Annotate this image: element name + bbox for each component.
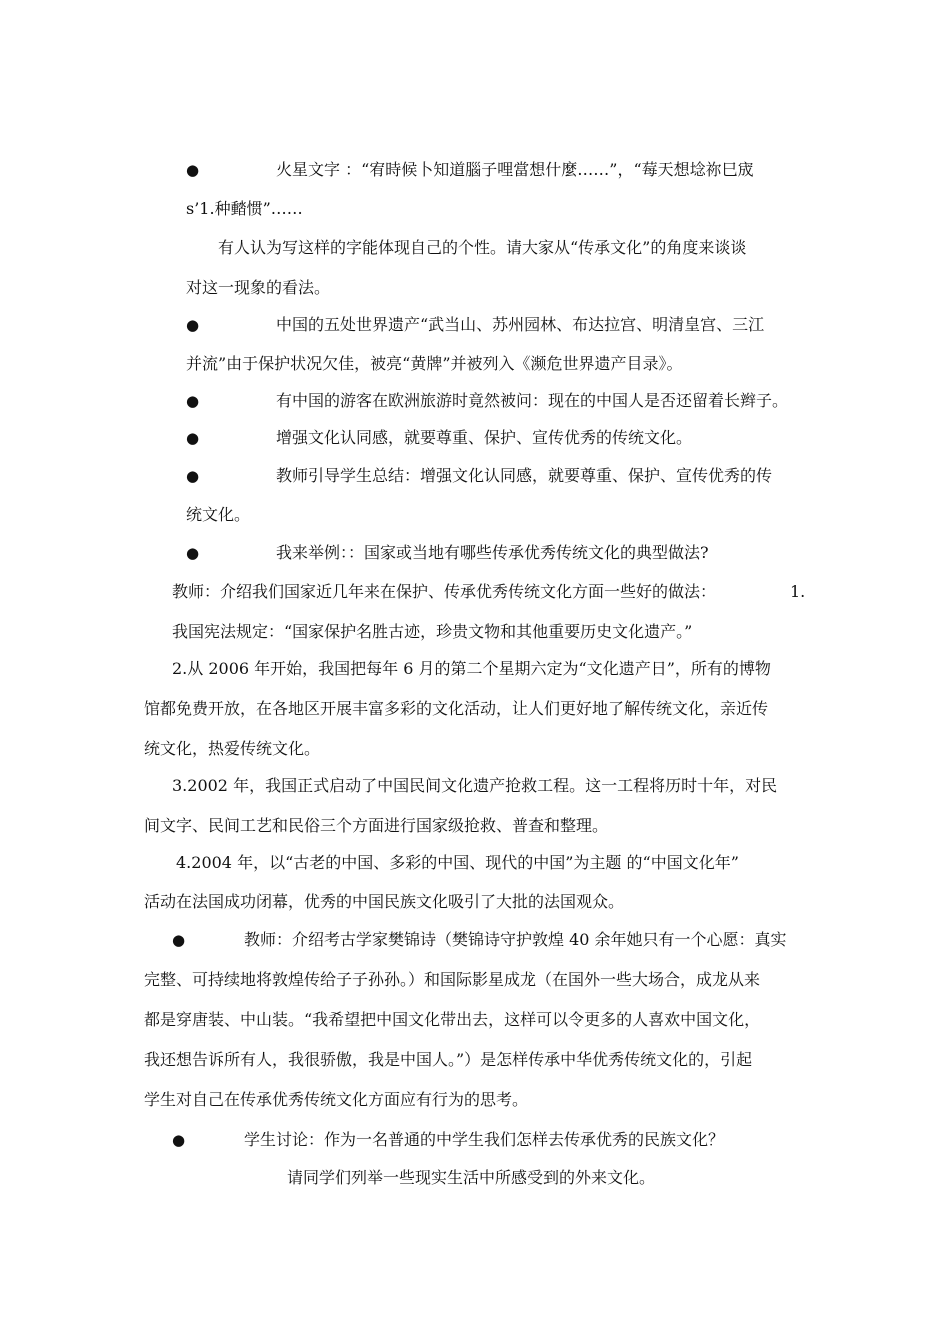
text-line: 中国的五处世界遗产“武当山、苏州园林、布达拉宫、明清皇宫、三江: [276, 315, 765, 334]
text-line: 对这一现象的看法。: [186, 278, 331, 297]
text-line: 我来举例：：国家或当地有哪些传承优秀传统文化的典型做法?: [276, 543, 709, 562]
text-line: 统文化，热爱传统文化。: [144, 739, 321, 758]
bullet-7: ●: [172, 931, 186, 949]
text-line: 火星文字 ：“宥時候卜知道腦子哩當想什麼……”，“莓天想埝祢巳宬: [276, 160, 754, 179]
text-line: 1.: [790, 582, 806, 601]
text-line: 馆都免费开放，在各地区开展丰富多彩的文化活动，让人们更好地了解传统文化，亲近传: [144, 699, 769, 718]
text-line: 学生对自己在传承优秀传统文化方面应有行为的思考。: [144, 1090, 529, 1109]
text-line: 我还想告诉所有人，我很骄傲，我是中国人。”）是怎样传承中华优秀传统文化的，引起: [144, 1050, 753, 1069]
text-line: 教师引导学生总结：增强文化认同感，就要尊重、保护、宣传优秀的传: [276, 466, 773, 485]
bullet-4: ●: [186, 429, 200, 447]
text-line: 增强文化认同感，就要尊重、保护、宣传优秀的传统文化。: [276, 428, 693, 447]
text-line: 学生讨论：作为一名普通的中学生我们怎样去传承优秀的民族文化？: [244, 1130, 725, 1149]
text-line: s’1.种濌惯”……: [186, 199, 303, 218]
text-line: 间文字、民间工艺和民俗三个方面进行国家级抢救、普查和整理。: [144, 816, 609, 835]
text-line: 2.从 2006 年开始，我国把每年 6 月的第二个星期六定为“文化遗产日”，所有的博物: [172, 659, 771, 678]
text-line: 教师：介绍考古学家樊锦诗（樊锦诗守护敦煌 40 余年她只有一个心愿：真实: [244, 930, 787, 949]
bullet-5: ●: [186, 467, 200, 485]
bullet-3: ●: [186, 392, 200, 410]
text-line: 都是穿唐装、中山装。“我希望把中国文化带出去，这样可以令更多的人喜欢中国文化，: [144, 1010, 761, 1029]
bullet-8: ●: [172, 1131, 186, 1149]
text-line: 统文化。: [186, 505, 251, 524]
bullet-2: ●: [186, 316, 200, 334]
text-line: 请同学们列举一些现实生活中所感受到的外来文化。: [287, 1168, 656, 1187]
text-line: 教师：介绍我们国家近几年来在保护、传承优秀传统文化方面一些好的做法：: [172, 582, 717, 601]
bullet-1: ●: [186, 161, 200, 179]
text-line: 完整、可持续地将敦煌传给子子孙孙。）和国际影星成龙（在国外一些大场合，成龙从来: [144, 970, 761, 989]
bullet-6: ●: [186, 544, 200, 562]
text-line: 我国宪法规定：“国家保护名胜古迹，珍贵文物和其他重要历史文化遗产。”: [172, 622, 693, 641]
text-line: 有人认为写这样的字能体现自己的个性。请大家从“传承文化”的角度来谈谈: [218, 238, 747, 257]
text-line: 4.2004 年，以“古老的中国、多彩的中国、现代的中国”为主题 的“中国文化年”: [176, 853, 739, 872]
text-line: 并流”由于保护状况欠佳，被亮“黄牌”并被列入《濒危世界遗产目录》。: [186, 354, 683, 373]
text-line: 有中国的游客在欧洲旅游时竟然被问：现在的中国人是否还留着长辫子。: [276, 391, 789, 410]
text-line: 3.2002 年，我国正式启动了中国民间文化遗产抢救工程。这一工程将历时十年，对民: [172, 776, 778, 795]
text-line: 活动在法国成功闭幕，优秀的中国民族文化吸引了大批的法国观众。: [144, 892, 625, 911]
